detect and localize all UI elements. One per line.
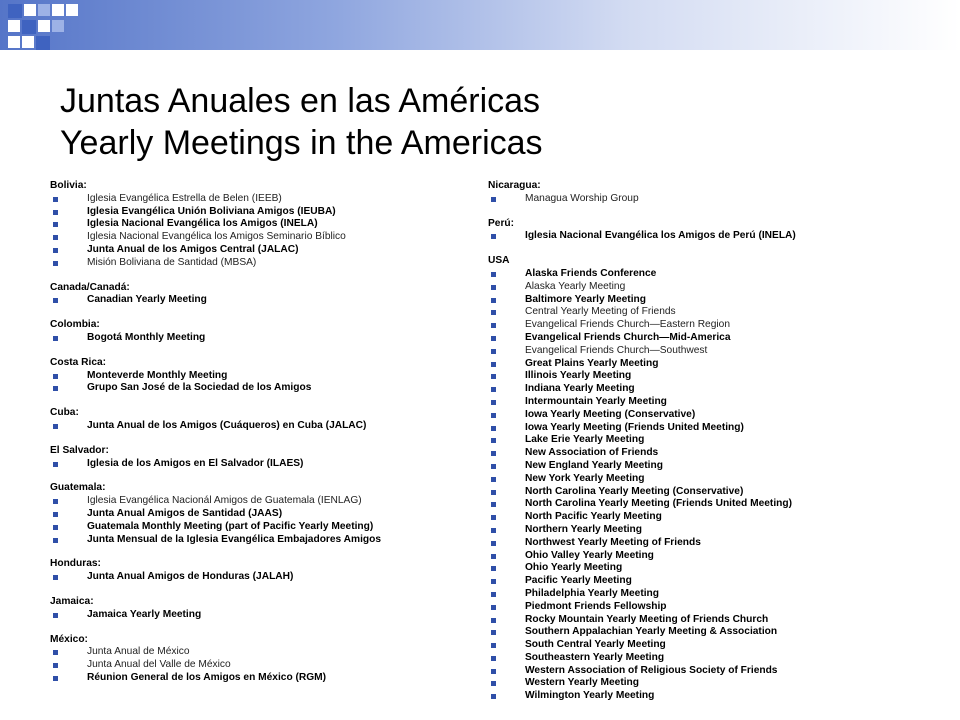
slide-title-english: Yearly Meetings in the Americas: [60, 124, 543, 162]
square-bullet-icon: [491, 438, 496, 443]
meeting-list: [488, 193, 948, 206]
square-bullet-icon: [53, 235, 58, 240]
square-bullet-icon: [491, 285, 496, 290]
meeting-list: [50, 370, 470, 396]
meeting-list: [50, 332, 470, 345]
region-heading: El Salvador:: [50, 444, 109, 456]
region-heading: México:: [50, 633, 88, 645]
list-item: [50, 521, 470, 534]
square-bullet-icon: [491, 490, 496, 495]
square-bullet-icon: [491, 630, 496, 635]
meeting-name: Junta Anual de los Amigos (Cuáqueros) en Cuba (JALAC): [87, 419, 367, 431]
square-bullet-icon: [491, 477, 496, 482]
meeting-list: [50, 571, 470, 584]
region-group: [50, 407, 470, 433]
list-item: [50, 420, 470, 433]
list-item: [50, 382, 470, 395]
list-item: [488, 639, 948, 652]
meeting-list: [50, 420, 470, 433]
square-bullet-icon: [491, 400, 496, 405]
region-group: [50, 319, 470, 345]
meeting-list: [488, 230, 948, 243]
list-item: [488, 614, 948, 627]
list-item: [50, 294, 470, 307]
square-bullet-icon: [491, 374, 496, 379]
meeting-name: Iglesia Nacional Evangélica los Amigos de Perú (INELA): [525, 230, 796, 242]
region-group: [50, 596, 470, 622]
region-group: [488, 255, 948, 703]
meeting-name: Managua Worship Group: [525, 192, 639, 204]
list-item: [488, 511, 948, 524]
meeting-name: Illinois Yearly Meeting: [525, 370, 632, 382]
list-item: [50, 231, 470, 244]
region-heading: Honduras:: [50, 558, 101, 570]
meeting-name: Alaska Friends Conference: [525, 267, 657, 279]
meeting-name: Pacific Yearly Meeting: [525, 575, 632, 587]
meeting-name: Evangelical Friends Church—Eastern Region: [525, 319, 730, 331]
square-bullet-icon: [491, 669, 496, 674]
meeting-name: North Carolina Yearly Meeting (Conservative): [525, 485, 744, 497]
meeting-name: Iglesia Nacional Evangélica los Amigos (INELA): [87, 218, 318, 230]
list-item: [488, 575, 948, 588]
square-bullet-icon: [53, 525, 58, 530]
square-bullet-icon: [491, 579, 496, 584]
list-item: [488, 230, 948, 243]
list-item: [488, 306, 948, 319]
region-heading: Colombia:: [50, 319, 100, 331]
list-item: [50, 646, 470, 659]
region-heading: Nicaragua:: [488, 180, 541, 191]
meeting-name: North Carolina Yearly Meeting (Friends United Meeting): [525, 498, 792, 510]
square-bullet-icon: [491, 426, 496, 431]
list-item: [50, 458, 470, 471]
meeting-name: Philadelphia Yearly Meeting: [525, 587, 659, 599]
region-group: [50, 558, 470, 584]
list-item: [488, 588, 948, 601]
list-item: [488, 550, 948, 563]
square-bullet-icon: [53, 512, 58, 517]
meeting-name: Junta Anual de los Amigos Central (JALAC): [87, 243, 299, 255]
meeting-name: Jamaica Yearly Meeting: [87, 608, 202, 620]
right-column: [488, 180, 948, 715]
meeting-name: Junta Anual del Valle de México: [87, 659, 231, 671]
meeting-name: Great Plains Yearly Meeting: [525, 357, 659, 369]
square-bullet-icon: [491, 387, 496, 392]
list-item: [488, 652, 948, 665]
meeting-name: Iowa Yearly Meeting (Friends United Meeting): [525, 421, 744, 433]
meeting-name: Baltimore Yearly Meeting: [525, 293, 646, 305]
meeting-name: Iowa Yearly Meeting (Conservative): [525, 408, 696, 420]
square-bullet-icon: [491, 464, 496, 469]
square-bullet-icon: [491, 349, 496, 354]
list-item: [488, 358, 948, 371]
square-bullet-icon: [53, 210, 58, 215]
square-bullet-icon: [53, 575, 58, 580]
square-bullet-icon: [491, 566, 496, 571]
region-heading: Guatemala:: [50, 482, 106, 494]
list-item: [488, 332, 948, 345]
meeting-name: Ohio Valley Yearly Meeting: [525, 549, 654, 561]
square-bullet-icon: [491, 234, 496, 239]
list-item: [50, 218, 470, 231]
meeting-name: Southeastern Yearly Meeting: [525, 651, 665, 663]
meeting-name: Western Association of Religious Society of Friends: [525, 664, 778, 676]
square-bullet-icon: [491, 362, 496, 367]
square-bullet-icon: [491, 656, 496, 661]
list-item: [488, 524, 948, 537]
list-item: [488, 677, 948, 690]
list-item: [488, 193, 948, 206]
list-item: [488, 383, 948, 396]
list-item: [488, 268, 948, 281]
square-bullet-icon: [491, 554, 496, 559]
meeting-name: Western Yearly Meeting: [525, 677, 639, 689]
list-item: [50, 370, 470, 383]
meeting-name: Southern Appalachian Yearly Meeting & Association: [525, 626, 778, 638]
list-item: [488, 409, 948, 422]
meeting-name: Piedmont Friends Fellowship: [525, 600, 667, 612]
region-group: [50, 357, 470, 395]
square-bullet-icon: [53, 336, 58, 341]
square-bullet-icon: [491, 310, 496, 315]
meeting-name: Rocky Mountain Yearly Meeting of Friends Church: [525, 613, 769, 625]
region-heading: Costa Rica:: [50, 356, 107, 368]
square-bullet-icon: [53, 538, 58, 543]
meeting-name: Iglesia Evangélica Estrella de Belen (IEEB): [87, 192, 282, 204]
meeting-name: Evangelical Friends Church—Mid-America: [525, 331, 731, 343]
list-item: [488, 422, 948, 435]
square-bullet-icon: [53, 386, 58, 391]
list-item: [50, 332, 470, 345]
meeting-list: [488, 268, 948, 703]
meeting-name: Iglesia Evangélica Nacionál Amigos de Guatemala (IENLAG): [87, 495, 362, 507]
square-bullet-icon: [491, 451, 496, 456]
list-item: [50, 609, 470, 622]
list-item: [488, 473, 948, 486]
region-heading: Canada/Canadá:: [50, 281, 130, 293]
meeting-name: Bogotá Monthly Meeting: [87, 331, 206, 343]
list-item: [50, 508, 470, 521]
square-bullet-icon: [53, 298, 58, 303]
region-heading: Bolivia:: [50, 180, 87, 191]
meeting-name: Guatemala Monthly Meeting (part of Pacific Yearly Meeting): [87, 520, 374, 532]
square-bullet-icon: [491, 541, 496, 546]
meeting-list: [50, 646, 470, 684]
region-group: [50, 482, 470, 546]
list-item: [488, 370, 948, 383]
square-bullet-icon: [491, 502, 496, 507]
list-item: [488, 345, 948, 358]
region-group: [488, 180, 948, 206]
list-item: [488, 498, 948, 511]
meeting-name: Evangelical Friends Church—Southwest: [525, 344, 708, 356]
square-bullet-icon: [53, 248, 58, 253]
meeting-list: [50, 193, 470, 270]
list-item: [488, 396, 948, 409]
meeting-name: Junta Mensual de la Iglesia Evangélica Embajadores Amigos: [87, 533, 382, 545]
list-item: [50, 244, 470, 257]
meeting-name: Junta Anual Amigos de Honduras (JALAH): [87, 571, 294, 583]
meeting-name: Misión Boliviana de Santidad (MBSA): [87, 256, 257, 268]
region-group: [50, 634, 470, 685]
list-item: [50, 672, 470, 685]
list-item: [488, 486, 948, 499]
square-bullet-icon: [53, 222, 58, 227]
region-group: [488, 218, 948, 244]
meeting-name: Northwest Yearly Meeting of Friends: [525, 536, 701, 548]
square-bullet-icon: [491, 528, 496, 533]
region-group: [50, 445, 470, 471]
meeting-name: Iglesia de los Amigos en El Salvador (ILAES): [87, 457, 304, 469]
meeting-name: Central Yearly Meeting of Friends: [525, 306, 676, 318]
slide-title: [60, 80, 920, 164]
square-bullet-icon: [491, 323, 496, 328]
meeting-name: Canadian Yearly Meeting: [87, 294, 207, 306]
region-heading: USA: [488, 255, 510, 267]
square-bullet-icon: [53, 663, 58, 668]
square-bullet-icon: [491, 515, 496, 520]
meeting-name: New York Yearly Meeting: [525, 472, 645, 484]
meeting-name: Iglesia Nacional Evangélica los Amigos Seminario Bíblico: [87, 231, 346, 243]
meeting-name: Alaska Yearly Meeting: [525, 280, 626, 292]
meeting-name: Intermountain Yearly Meeting: [525, 395, 667, 407]
square-bullet-icon: [491, 272, 496, 277]
square-bullet-icon: [53, 462, 58, 467]
list-item: [488, 434, 948, 447]
list-item: [488, 281, 948, 294]
list-item: [50, 495, 470, 508]
square-bullet-icon: [53, 676, 58, 681]
decorative-header-bar: [0, 0, 960, 50]
meeting-list: [50, 495, 470, 546]
square-bullet-icon: [53, 499, 58, 504]
list-item: [488, 537, 948, 550]
meeting-name: South Central Yearly Meeting: [525, 639, 666, 651]
meeting-list: [50, 294, 470, 307]
region-heading: Jamaica:: [50, 595, 94, 607]
list-item: [50, 659, 470, 672]
square-bullet-icon: [53, 374, 58, 379]
list-item: [488, 460, 948, 473]
meeting-list: [50, 458, 470, 471]
meeting-name: Junta Anual de México: [87, 646, 190, 658]
square-bullet-icon: [491, 681, 496, 686]
slide-title-spanish: Juntas Anuales en las Américas: [60, 82, 541, 120]
square-bullet-icon: [491, 643, 496, 648]
region-heading: Perú:: [488, 217, 515, 229]
meeting-name: Junta Anual Amigos de Santidad (JAAS): [87, 507, 283, 519]
square-bullet-icon: [491, 298, 496, 303]
square-bullet-icon: [491, 592, 496, 597]
square-bullet-icon: [491, 618, 496, 623]
list-item: [50, 193, 470, 206]
list-item: [50, 257, 470, 270]
meeting-name: Monteverde Monthly Meeting: [87, 369, 228, 381]
region-group: [50, 282, 470, 308]
meeting-name: New Association of Friends: [525, 447, 659, 459]
square-bullet-icon: [491, 694, 496, 699]
list-item: [488, 294, 948, 307]
square-bullet-icon: [491, 197, 496, 202]
square-bullet-icon: [53, 650, 58, 655]
square-bullet-icon: [53, 424, 58, 429]
meeting-name: Ohio Yearly Meeting: [525, 562, 623, 574]
square-bullet-icon: [491, 336, 496, 341]
meeting-name: Wilmington Yearly Meeting: [525, 690, 655, 702]
meeting-name: Réunion General de los Amigos en México (RGM): [87, 671, 327, 683]
list-item: [488, 562, 948, 575]
left-column: [50, 180, 470, 697]
meeting-name: Iglesia Evangélica Unión Boliviana Amigos (IEUBA): [87, 205, 336, 217]
square-bullet-icon: [53, 197, 58, 202]
list-item: [488, 319, 948, 332]
meeting-name: North Pacific Yearly Meeting: [525, 511, 662, 523]
list-item: [488, 447, 948, 460]
meeting-name: Lake Erie Yearly Meeting: [525, 434, 645, 446]
list-item: [488, 601, 948, 614]
meeting-name: New England Yearly Meeting: [525, 459, 663, 471]
square-bullet-icon: [491, 605, 496, 610]
region-heading: Cuba:: [50, 407, 79, 419]
list-item: [50, 534, 470, 547]
square-bullet-icon: [53, 613, 58, 618]
square-bullet-icon: [53, 261, 58, 266]
meeting-list: [50, 609, 470, 622]
square-bullet-icon: [491, 413, 496, 418]
region-group: [50, 180, 470, 270]
list-item: [488, 626, 948, 639]
meeting-name: Northern Yearly Meeting: [525, 523, 643, 535]
list-item: [488, 665, 948, 678]
list-item: [488, 690, 948, 703]
list-item: [50, 571, 470, 584]
meeting-name: Grupo San José de la Sociedad de los Amigos: [87, 382, 312, 394]
list-item: [50, 206, 470, 219]
meeting-name: Indiana Yearly Meeting: [525, 383, 635, 395]
